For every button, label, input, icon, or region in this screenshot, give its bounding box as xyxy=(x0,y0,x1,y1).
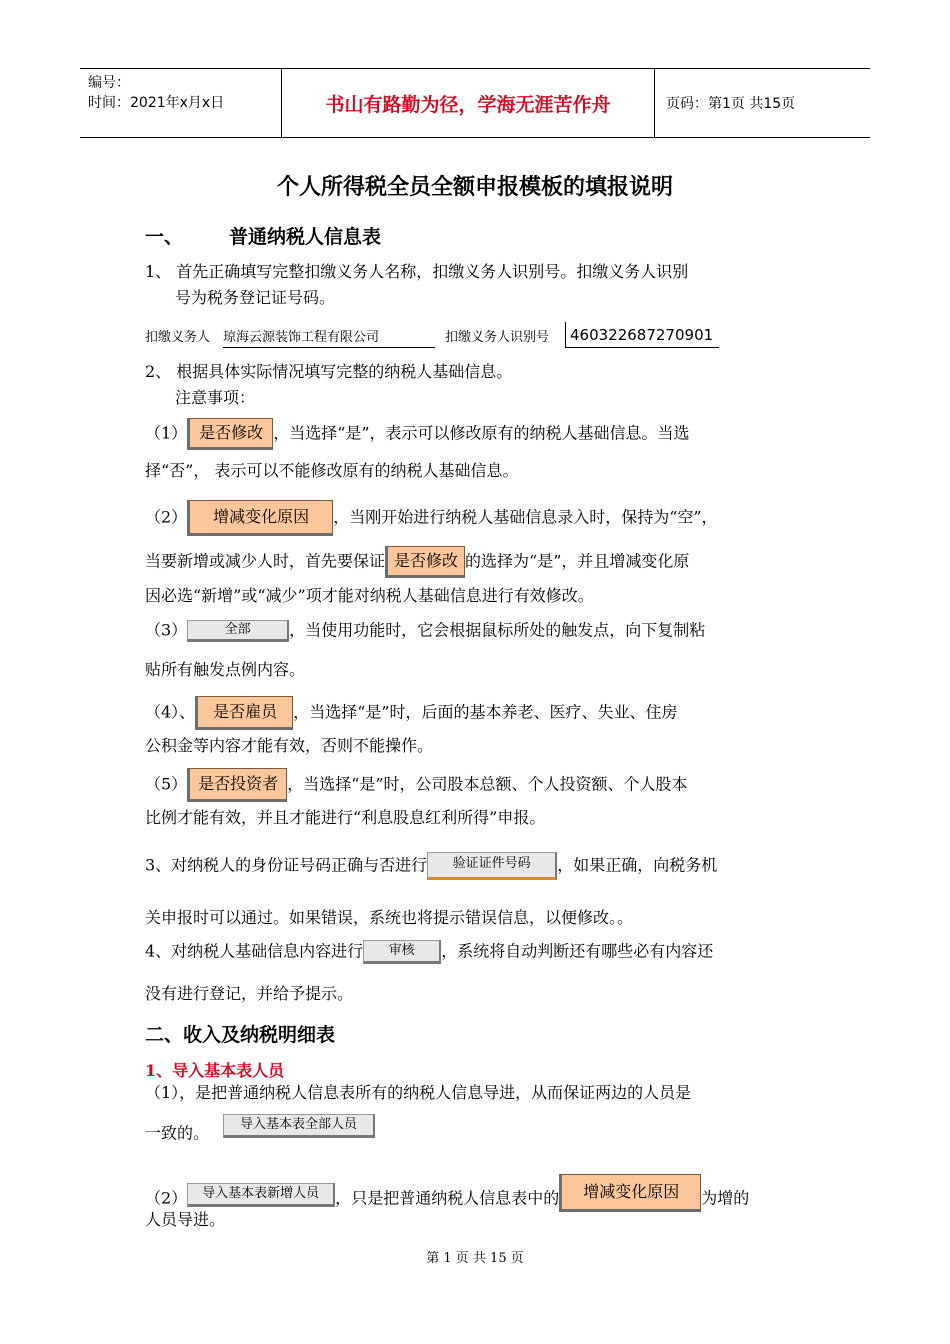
paragraph-4-line-1 xyxy=(145,940,713,964)
investor-button[interactable]: 是否投资者 xyxy=(187,768,287,802)
modify-button-inline[interactable]: 是否修改 xyxy=(385,546,465,578)
item-2-line-2 xyxy=(145,546,689,578)
verify-id-button[interactable]: 验证证件号码 xyxy=(427,852,557,880)
item-5-text: ，当选择“是”时，公司股本总额、个人投资额、个人股本 xyxy=(287,774,688,794)
change-reason-button[interactable]: 增减变化原因 xyxy=(187,500,333,536)
paragraph-4-text: ，系统将自动判断还有哪些必有内容还 xyxy=(441,941,714,961)
document-title: 个人所得税全员全额申报模板的填报说明 xyxy=(276,174,673,200)
item-5-line-1 xyxy=(145,768,688,802)
withholder-form xyxy=(145,322,725,348)
item-3-prefix: （3） xyxy=(145,620,188,640)
doc-number: 编号： xyxy=(88,75,130,91)
paragraph-3-prefix: 3、对纳税人的身份证号码正确与否进行 xyxy=(145,855,428,875)
item-2-line-2-prefix: 当要新增或减少人时，首先要保证 xyxy=(145,551,386,571)
item-4-prefix: （4）、 xyxy=(145,702,196,722)
item-1-line-2: 择“否”， 表示可以不能修改原有的纳税人基础信息。 xyxy=(145,461,519,480)
section2-item-2-line-1 xyxy=(145,1180,749,1218)
item-3-text: ，当使用功能时，它会根据鼠标所处的触发点，向下复制粘 xyxy=(289,620,706,640)
import-all-button[interactable]: 导入基本表全部人员 xyxy=(223,1114,375,1138)
item-2-prefix: （2） xyxy=(145,507,188,527)
item-5-line-2: 比例才能有效，并且才能进行“利息股息红利所得”申报。 xyxy=(145,808,546,827)
paragraph-1-line-2: 号为税务登记证号码。 xyxy=(175,288,336,307)
section2-item-2-suffix: 为增的 xyxy=(701,1188,750,1208)
paragraph-1-line-1: 1、 首先正确填写完整扣缴义务人名称，扣缴义务人识别号。扣缴义务人识别 xyxy=(145,262,689,281)
item-1-text: ，当选择“是”，表示可以修改原有的纳税人基础信息。当选 xyxy=(273,423,690,443)
withholder-id-label: 扣缴义务人识别号 xyxy=(445,330,550,345)
item-4-text: ，当选择“是”时，后面的基本养老、医疗、失业、住房 xyxy=(293,702,678,722)
modify-button[interactable]: 是否修改 xyxy=(187,418,273,450)
paragraph-3-text: ，如果正确，向税务机 xyxy=(557,855,718,875)
page-footer: 第 1 页 共 15 页 xyxy=(426,1251,524,1266)
item-2-text: ，当刚开始进行纳税人基础信息录入时，保持为“空”， xyxy=(333,507,718,527)
section1-heading xyxy=(145,222,381,249)
item-3-line-1 xyxy=(145,620,705,642)
section1-number: 一、 xyxy=(145,226,184,248)
section2-item-1-text: 一致的。 xyxy=(145,1123,210,1143)
section2-subheading: 1、导入基本表人员 xyxy=(145,1061,285,1080)
all-button[interactable]: 全部 xyxy=(187,620,289,642)
notes-label: 注意事项： xyxy=(175,388,256,407)
withholder-id-field[interactable]: 460322687270901 xyxy=(565,322,719,348)
item-3-line-2: 贴所有触发点例内容。 xyxy=(145,660,306,679)
withholder-name-field[interactable]: 琼海云源装饰工程有限公司 xyxy=(223,326,435,348)
item-4-line-1 xyxy=(145,696,678,730)
paragraph-4-prefix: 4、对纳税人基础信息内容进行 xyxy=(145,941,364,961)
paragraph-2: 2、 根据具体实际情况填写完整的纳税人基础信息。 xyxy=(145,362,513,381)
section1-title: 普通纳税人信息表 xyxy=(229,226,382,248)
section2-item-1-line-2 xyxy=(145,1117,375,1146)
item-5-prefix: （5） xyxy=(145,774,188,794)
paragraph-4-line-2: 没有进行登记，并给予提示。 xyxy=(145,984,354,1003)
item-4-line-2: 公积金等内容才能有效，否则不能操作。 xyxy=(145,736,434,755)
page-header xyxy=(80,68,870,138)
employee-button[interactable]: 是否雇员 xyxy=(195,696,293,730)
item-2-line-2-text: 的选择为“是”，并且增减变化原 xyxy=(465,551,690,571)
section2-item-2-line-2: 人员导进。 xyxy=(145,1210,226,1229)
item-2-line-1 xyxy=(145,500,718,536)
header-motto: 书山有路勤为径，学海无涯苦作舟 xyxy=(282,69,655,137)
section2-item-2-text: ，只是把普通纳税人信息表中的 xyxy=(335,1188,560,1208)
item-2-line-3: 因必选“新增”或“减少”项才能对纳税人基础信息进行有效修改。 xyxy=(145,586,594,605)
item-1-line-1 xyxy=(145,418,690,450)
paragraph-3-line-1 xyxy=(145,852,717,880)
section2-item-1-line-1: （1），是把普通纳税人信息表所有的纳税人信息导进，从而保证两边的人员是 xyxy=(145,1083,692,1102)
audit-button[interactable]: 审核 xyxy=(363,940,441,964)
change-reason-button-2[interactable]: 增减变化原因 xyxy=(559,1174,701,1212)
header-page-info: 页码：第1页 共15页 xyxy=(666,96,796,112)
withholder-label: 扣缴义务人 xyxy=(145,330,211,345)
section2-heading: 二、收入及纳税明细表 xyxy=(145,1024,336,1046)
doc-time: 时间：2021年x月x日 xyxy=(88,95,225,111)
item-1-prefix: （1） xyxy=(145,423,188,443)
section2-item-2-prefix: （2） xyxy=(145,1188,188,1208)
paragraph-3-line-2: 关申报时可以通过。如果错误，系统也将提示错误信息，以便修改。。 xyxy=(145,908,634,927)
header-meta xyxy=(80,69,282,137)
import-new-button[interactable]: 导入基本表新增人员 xyxy=(187,1183,335,1207)
